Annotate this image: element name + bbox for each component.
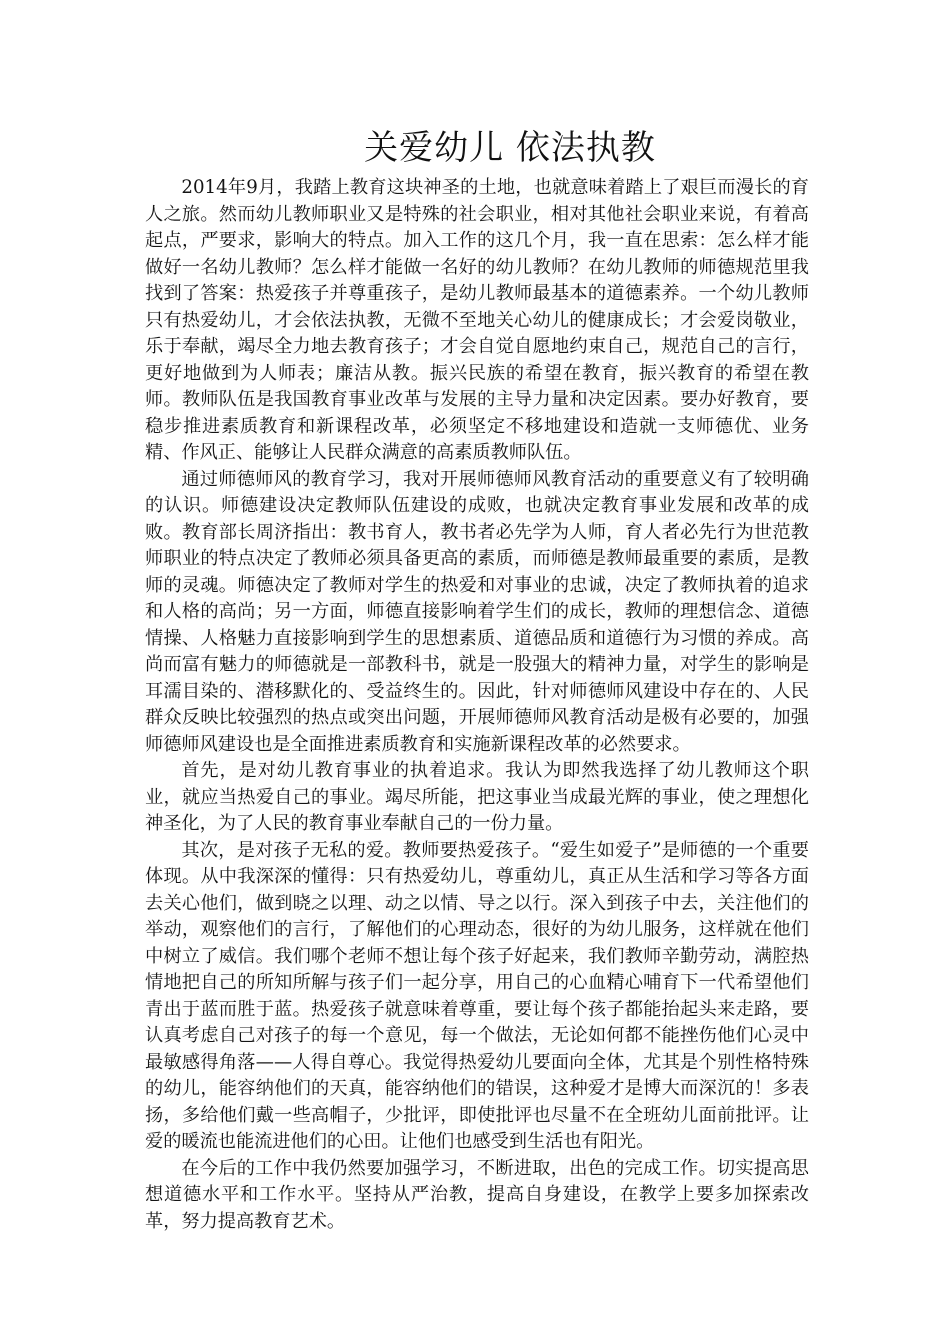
paragraph-5: 在今后的工作中我仍然要加强学习，不断进取，出色的完成工作。切实提高思想道德水平和工作水平。坚持从严治教，提高自身建设，在教学上要多加探索改革，努力提高教育艺术。 bbox=[145, 1157, 809, 1232]
paragraph-1: 2014年9月，我踏上教育这块神圣的土地，也就意味着踏上了艰巨而漫长的育人之旅。然而幼儿教师职业又是特殊的社会职业，相对其他社会职业来说，有着高起点，严要求，影响大的特点。加入工作的这几个月，我一直在思索：怎么样才能做好一名幼儿教师？怎么样才能做一名好的幼儿教师？在幼儿教师的师德规范里我找到了答案：热爱孩子并尊重孩子，是幼儿教师最基本的道德素养。一个幼儿教师只有热爱幼儿，才会依法执教，无微不至地关心幼儿的健康成长；才会爱岗敬业，乐于奉献，竭尽全力地去教育孩子；才会自觉自愿地约束自己，规范自己的言行，更好地做到为人师表；廉洁从教。振兴民族的希望在教育，振兴教育的希望在教师。教师队伍是我国教育事业改革与发展的主导力量和决定因素。要办好教育，要稳步推进素质教育和新课程改革，必须坚定不移地建设和造就一支师德优、业务精、作风正、能够让人民群众满意的高素质教师队伍。 bbox=[145, 177, 809, 463]
paragraph-2: 通过师德师风的教育学习，我对开展师德师风教育活动的重要意义有了较明确的认识。师德建设决定教师队伍建设的成败，也就决定教育事业发展和改革的成败。教育部长周济指出：教书育人，教书者必先学为人师，育人者必先行为世范教师职业的特点决定了教师必须具备更高的素质，而师德是教师最重要的素质，是教师的灵魂。师德决定了教师对学生的热爱和对事业的忠诚，决定了教师执着的追求和人格的高尚；另一方面，师德直接影响着学生们的成长，教师的理想信念、道德情操、人格魅力直接影响到学生的思想素质、道德品质和道德行为习惯的养成。高尚而富有魅力的师德就是一部教科书，就是一股强大的精神力量，对学生的影响是耳濡目染的、潜移默化的、受益终生的。因此，针对师德师风建设中存在的、人民群众反映比较强烈的热点或突出问题，开展师德师风教育活动是极有必要的，加强师德师风建设也是全面推进素质教育和实施新课程改革的必然要求。 bbox=[145, 468, 809, 755]
paragraph-4: 其次，是对孩子无私的爱。教师要热爱孩子。“爱生如爱子”是师德的一个重要体现。从中我深深的懂得：只有热爱幼儿，尊重幼儿，真正从生活和学习等各方面去关心他们，做到晓之以理、动之以情、导之以行。深入到孩子中去，关注他们的举动，观察他们的言行，了解他们的心理动态，很好的为幼儿服务，这样就在他们中树立了威信。我们哪个老师不想让每个孩子好起来，我们教师辛勤劳动，满腔热情地把自己的所知所解与孩子们一起分享，用自己的心血精心哺育下一代希望他们青出于蓝而胜于蓝。热爱孩子就意味着尊重，要让每个孩子都能抬起头来走路，要认真考虑自己对孩子的每一个意见，每一个做法，无论如何都不能挫伤他们心灵中最敏感得角落——人得自尊心。我觉得热爱幼儿要面向全体，尤其是个别性格特殊的幼儿，能容纳他们的天真，能容纳他们的错误，这种爱才是博大而深沉的！多表扬，多给他们戴一些高帽子，少批评，即使批评也尽量不在全班幼儿面前批评。让爱的暖流也能流进他们的心田。让他们也感受到生活也有阳光。 bbox=[145, 839, 809, 1152]
document-body bbox=[145, 175, 809, 1235]
document-title: 关爱幼儿 依法执教 bbox=[364, 128, 656, 168]
paragraph-3: 首先，是对幼儿教育事业的执着追求。我认为即然我选择了幼儿教师这个职业，就应当热爱自己的事业。竭尽所能，把这事业当成最光辉的事业，使之理想化神圣化，为了人民的教育事业奉献自己的一份力量。 bbox=[145, 760, 809, 834]
